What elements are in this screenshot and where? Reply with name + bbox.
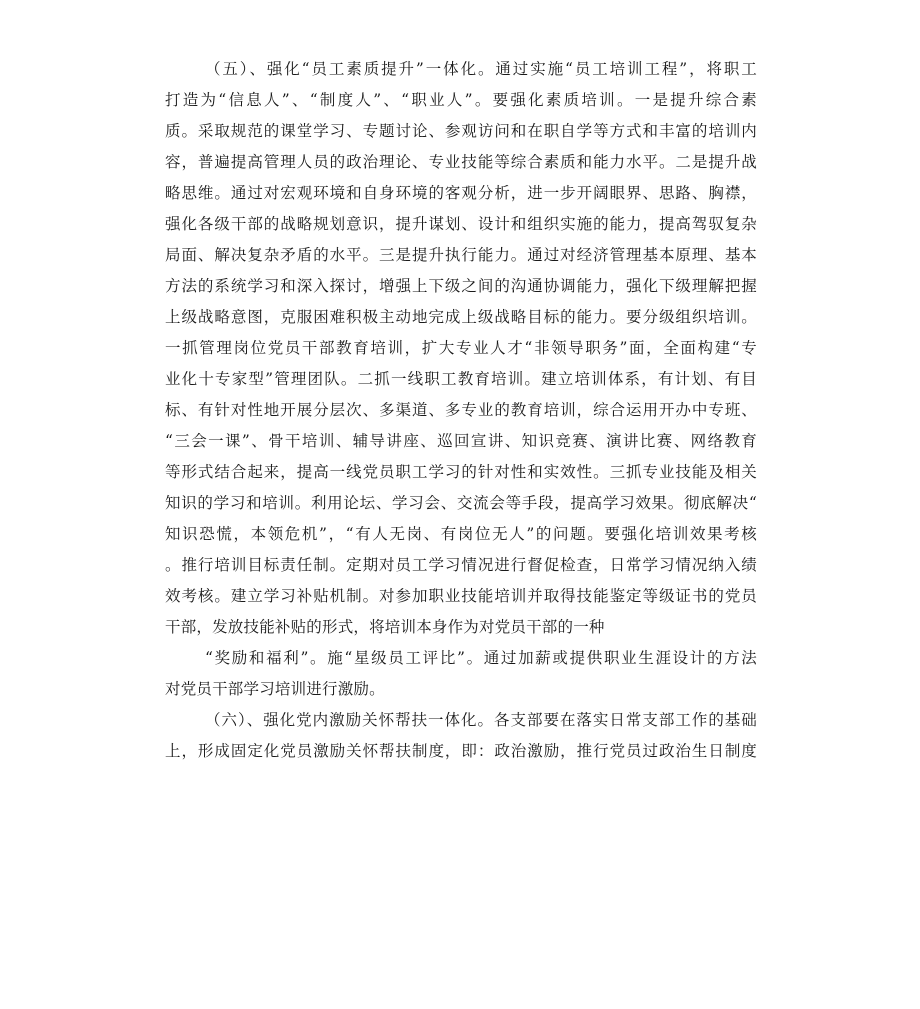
paragraph-line: 知识恐慌，本领危机”，“有人无岗、有岗位无人”的问题。要强化培训效果考核	[165, 525, 757, 543]
paragraph-line: 略思维。通过对宏观环境和自身环境的客观分析，进一步开阔眼界、思路、胸襟，	[165, 184, 757, 202]
paragraph-line: “奖励和福利”。施“星级员工评比”。通过加薪或提供职业生涯设计的方法	[205, 649, 757, 667]
paragraph-line: 业化十专家型”管理团队。二抓一线职工教育培训。建立培训体系，有计划、有目	[165, 370, 757, 388]
paragraph-line: 等形式结合起来，提高一线党员职工学习的针对性和实效性。三抓专业技能及相关	[165, 463, 757, 481]
paragraph-line: 。推行培训目标责任制。定期对员工学习情况进行督促检查，日常学习情况纳入绩	[165, 556, 757, 574]
paragraph-line: 打造为“信息人”、“制度人”、“职业人”。要强化素质培训。一是提升综合素	[165, 91, 757, 109]
paragraph-line: 对党员干部学习培训进行激励。	[165, 680, 385, 698]
paragraph-line: 质。采取规范的课堂学习、专题讨论、参观访问和在职自学等方式和丰富的培训内	[165, 122, 757, 140]
paragraph-line: 方法的系统学习和深入探讨，增强上下级之间的沟通协调能力，强化下级理解把握	[165, 277, 757, 295]
paragraph-line: 一抓管理岗位党员干部教育培训，扩大专业人才“非领导职务”面，全面构建“专	[165, 339, 757, 357]
paragraph-line: 干部，发放技能补贴的形式，将培训本身作为对党员干部的一种	[165, 618, 605, 636]
paragraph-line: 强化各级干部的战略规划意识，提升谋划、设计和组织实施的能力，提高驾驭复杂	[165, 215, 757, 233]
document-body	[165, 54, 757, 767]
paragraph-line: 知识的学习和培训。利用论坛、学习会、交流会等手段，提高学习效果。彻底解决“	[165, 494, 757, 512]
paragraph-line: 局面、解决复杂矛盾的水平。三是提升执行能力。通过对经济管理基本原理、基本	[165, 246, 757, 264]
paragraph-line: （五）、强化“员工素质提升”一体化。通过实施“员工培训工程”，将职工	[205, 60, 757, 78]
paragraph-line: “三会一课”、骨干培训、辅导讲座、巡回宣讲、知识竞赛、演讲比赛、网络教育	[165, 432, 757, 450]
paragraph-line: 上，形成固定化党员激励关怀帮扶制度，即：政治激励，推行党员过政治生日制度	[165, 742, 757, 760]
paragraph-line: （六）、强化党内激励关怀帮扶一体化。各支部要在落实日常支部工作的基础	[205, 711, 757, 729]
paragraph-line: 标、有针对性地开展分层次、多渠道、多专业的教育培训，综合运用开办中专班、	[165, 401, 757, 419]
paragraph-line: 效考核。建立学习补贴机制。对参加职业技能培训并取得技能鉴定等级证书的党员	[165, 587, 757, 605]
paragraph-line: 容，普遍提高管理人员的政治理论、专业技能等综合素质和能力水平。二是提升战	[165, 153, 757, 171]
paragraph-line: 上级战略意图，克服困难积极主动地完成上级战略目标的能力。要分级组织培训。	[165, 308, 757, 326]
